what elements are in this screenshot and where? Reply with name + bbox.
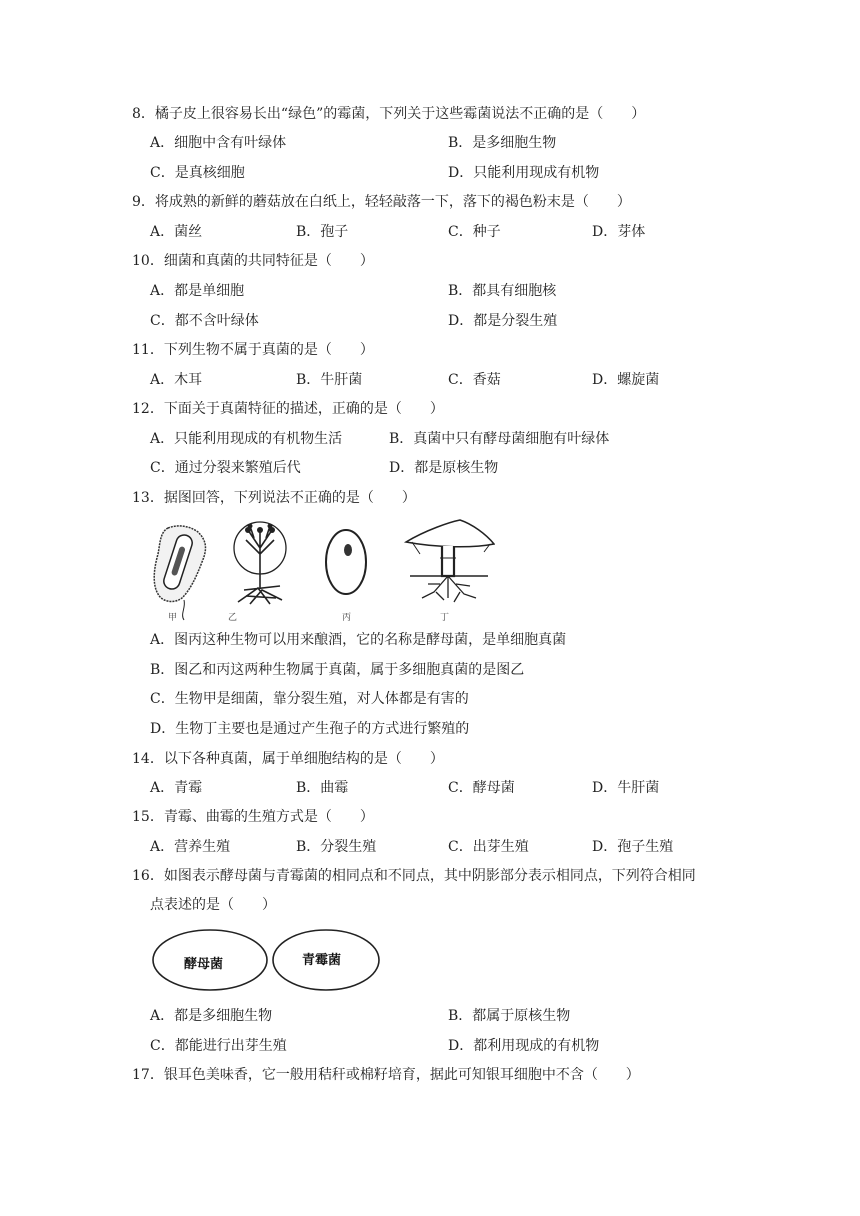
question-11-stem: 11．下列生物不属于真菌的是（ ） <box>132 342 374 358</box>
question-10-stem: 10．细菌和真菌的共同特征是（ ） <box>132 253 374 269</box>
q16-option-a[interactable]: A．都是多细胞生物 <box>150 1008 273 1024</box>
q13-option-c[interactable]: C．生物甲是细菌，靠分裂生殖，对人体都是有害的 <box>150 691 469 707</box>
q11-option-a[interactable]: A．木耳 <box>150 372 203 388</box>
question-16-stem: 16．如图表示酵母菌与青霉菌的相同点和不同点，其中阴影部分表示相同点，下列符合相同 <box>132 868 696 884</box>
microorganism-figure <box>150 518 495 622</box>
q10-option-c[interactable]: C．都不含叶绿体 <box>150 313 259 329</box>
figure-label-ding: 丁 <box>440 613 450 622</box>
q10-option-d[interactable]: D．都是分裂生殖 <box>448 313 558 329</box>
q16-option-c[interactable]: C．都能进行出芽生殖 <box>150 1038 287 1054</box>
venn-label-penicillium: 青霉菌 <box>302 953 342 968</box>
q13-option-a[interactable]: A．图丙这种生物可以用来酿酒，它的名称是酵母菌，是单细胞真菌 <box>150 632 567 648</box>
q14-option-b[interactable]: B．曲霉 <box>296 780 349 796</box>
q8-option-a[interactable]: A．细胞中含有叶绿体 <box>150 135 287 151</box>
yeast-illustration <box>326 530 366 594</box>
mold-illustration <box>234 522 286 604</box>
figure-label-bing: 丙 <box>342 613 352 622</box>
q9-option-c[interactable]: C．种子 <box>448 224 501 240</box>
q14-option-d[interactable]: D．牛肝菌 <box>592 780 660 796</box>
q9-option-a[interactable]: A．菌丝 <box>150 224 203 240</box>
q10-option-a[interactable]: A．都是单细胞 <box>150 283 245 299</box>
q8-option-d[interactable]: D．只能利用现成有机物 <box>448 165 600 181</box>
q16-option-b[interactable]: B．都属于原核生物 <box>448 1008 571 1024</box>
q14-option-a[interactable]: A．青霉 <box>150 780 203 796</box>
q11-option-c[interactable]: C．香菇 <box>448 372 501 388</box>
q15-option-d[interactable]: D．孢子生殖 <box>592 839 674 855</box>
q15-option-b[interactable]: B．分裂生殖 <box>296 839 377 855</box>
q12-option-a[interactable]: A．只能利用现成的有机物生活 <box>150 431 343 447</box>
q15-option-a[interactable]: A．营养生殖 <box>150 839 231 855</box>
q16-option-d[interactable]: D．都利用现成的有机物 <box>448 1038 600 1054</box>
q12-option-c[interactable]: C．通过分裂来繁殖后代 <box>150 460 301 476</box>
bacterium-illustration <box>154 526 205 620</box>
venn-label-yeast: 酵母菌 <box>184 957 224 972</box>
q12-option-b[interactable]: B．真菌中只有酵母菌细胞有叶绿体 <box>389 431 610 447</box>
q12-option-d[interactable]: D．都是原核生物 <box>389 460 499 476</box>
q9-option-b[interactable]: B．孢子 <box>296 224 349 240</box>
question-15-stem: 15．青霉、曲霉的生殖方式是（ ） <box>132 809 374 825</box>
question-16-stem-continued: 点表述的是（ ） <box>150 897 276 913</box>
q9-option-d[interactable]: D．芽体 <box>592 224 646 240</box>
q11-option-d[interactable]: D．螺旋菌 <box>592 372 660 388</box>
question-13-stem: 13．据图回答，下列说法不正确的是（ ） <box>132 490 416 506</box>
q8-option-b[interactable]: B．是多细胞生物 <box>448 135 557 151</box>
q13-option-d[interactable]: D．生物丁主要也是通过产生孢子的方式进行繁殖的 <box>150 721 470 737</box>
q11-option-b[interactable]: B．牛肝菌 <box>296 372 363 388</box>
figure-label-jia: 甲 <box>168 613 178 622</box>
q15-option-c[interactable]: C．出芽生殖 <box>448 839 529 855</box>
venn-diagram <box>150 926 382 994</box>
question-17-stem: 17．银耳色美味香，它一般用秸秆或棉籽培育，据此可知银耳细胞中不含（ ） <box>132 1067 640 1083</box>
question-12-stem: 12．下面关于真菌特征的描述，正确的是（ ） <box>132 401 444 417</box>
q14-option-c[interactable]: C．酵母菌 <box>448 780 515 796</box>
q8-option-c[interactable]: C．是真核细胞 <box>150 165 245 181</box>
q10-option-b[interactable]: B．都具有细胞核 <box>448 283 557 299</box>
question-9-stem: 9．将成熟的新鲜的蘑菇放在白纸上，轻轻敲落一下，落下的褐色粉末是（ ） <box>132 194 631 210</box>
question-8-stem: 8．橘子皮上很容易长出“绿色”的霉菌，下列关于这些霉菌说法不正确的是（ ） <box>132 106 646 122</box>
question-14-stem: 14．以下各种真菌，属于单细胞结构的是（ ） <box>132 751 444 767</box>
figure-label-yi: 乙 <box>228 613 238 622</box>
q13-option-b[interactable]: B．图乙和丙这两种生物属于真菌，属于多细胞真菌的是图乙 <box>150 662 525 678</box>
mushroom-illustration <box>406 520 494 602</box>
